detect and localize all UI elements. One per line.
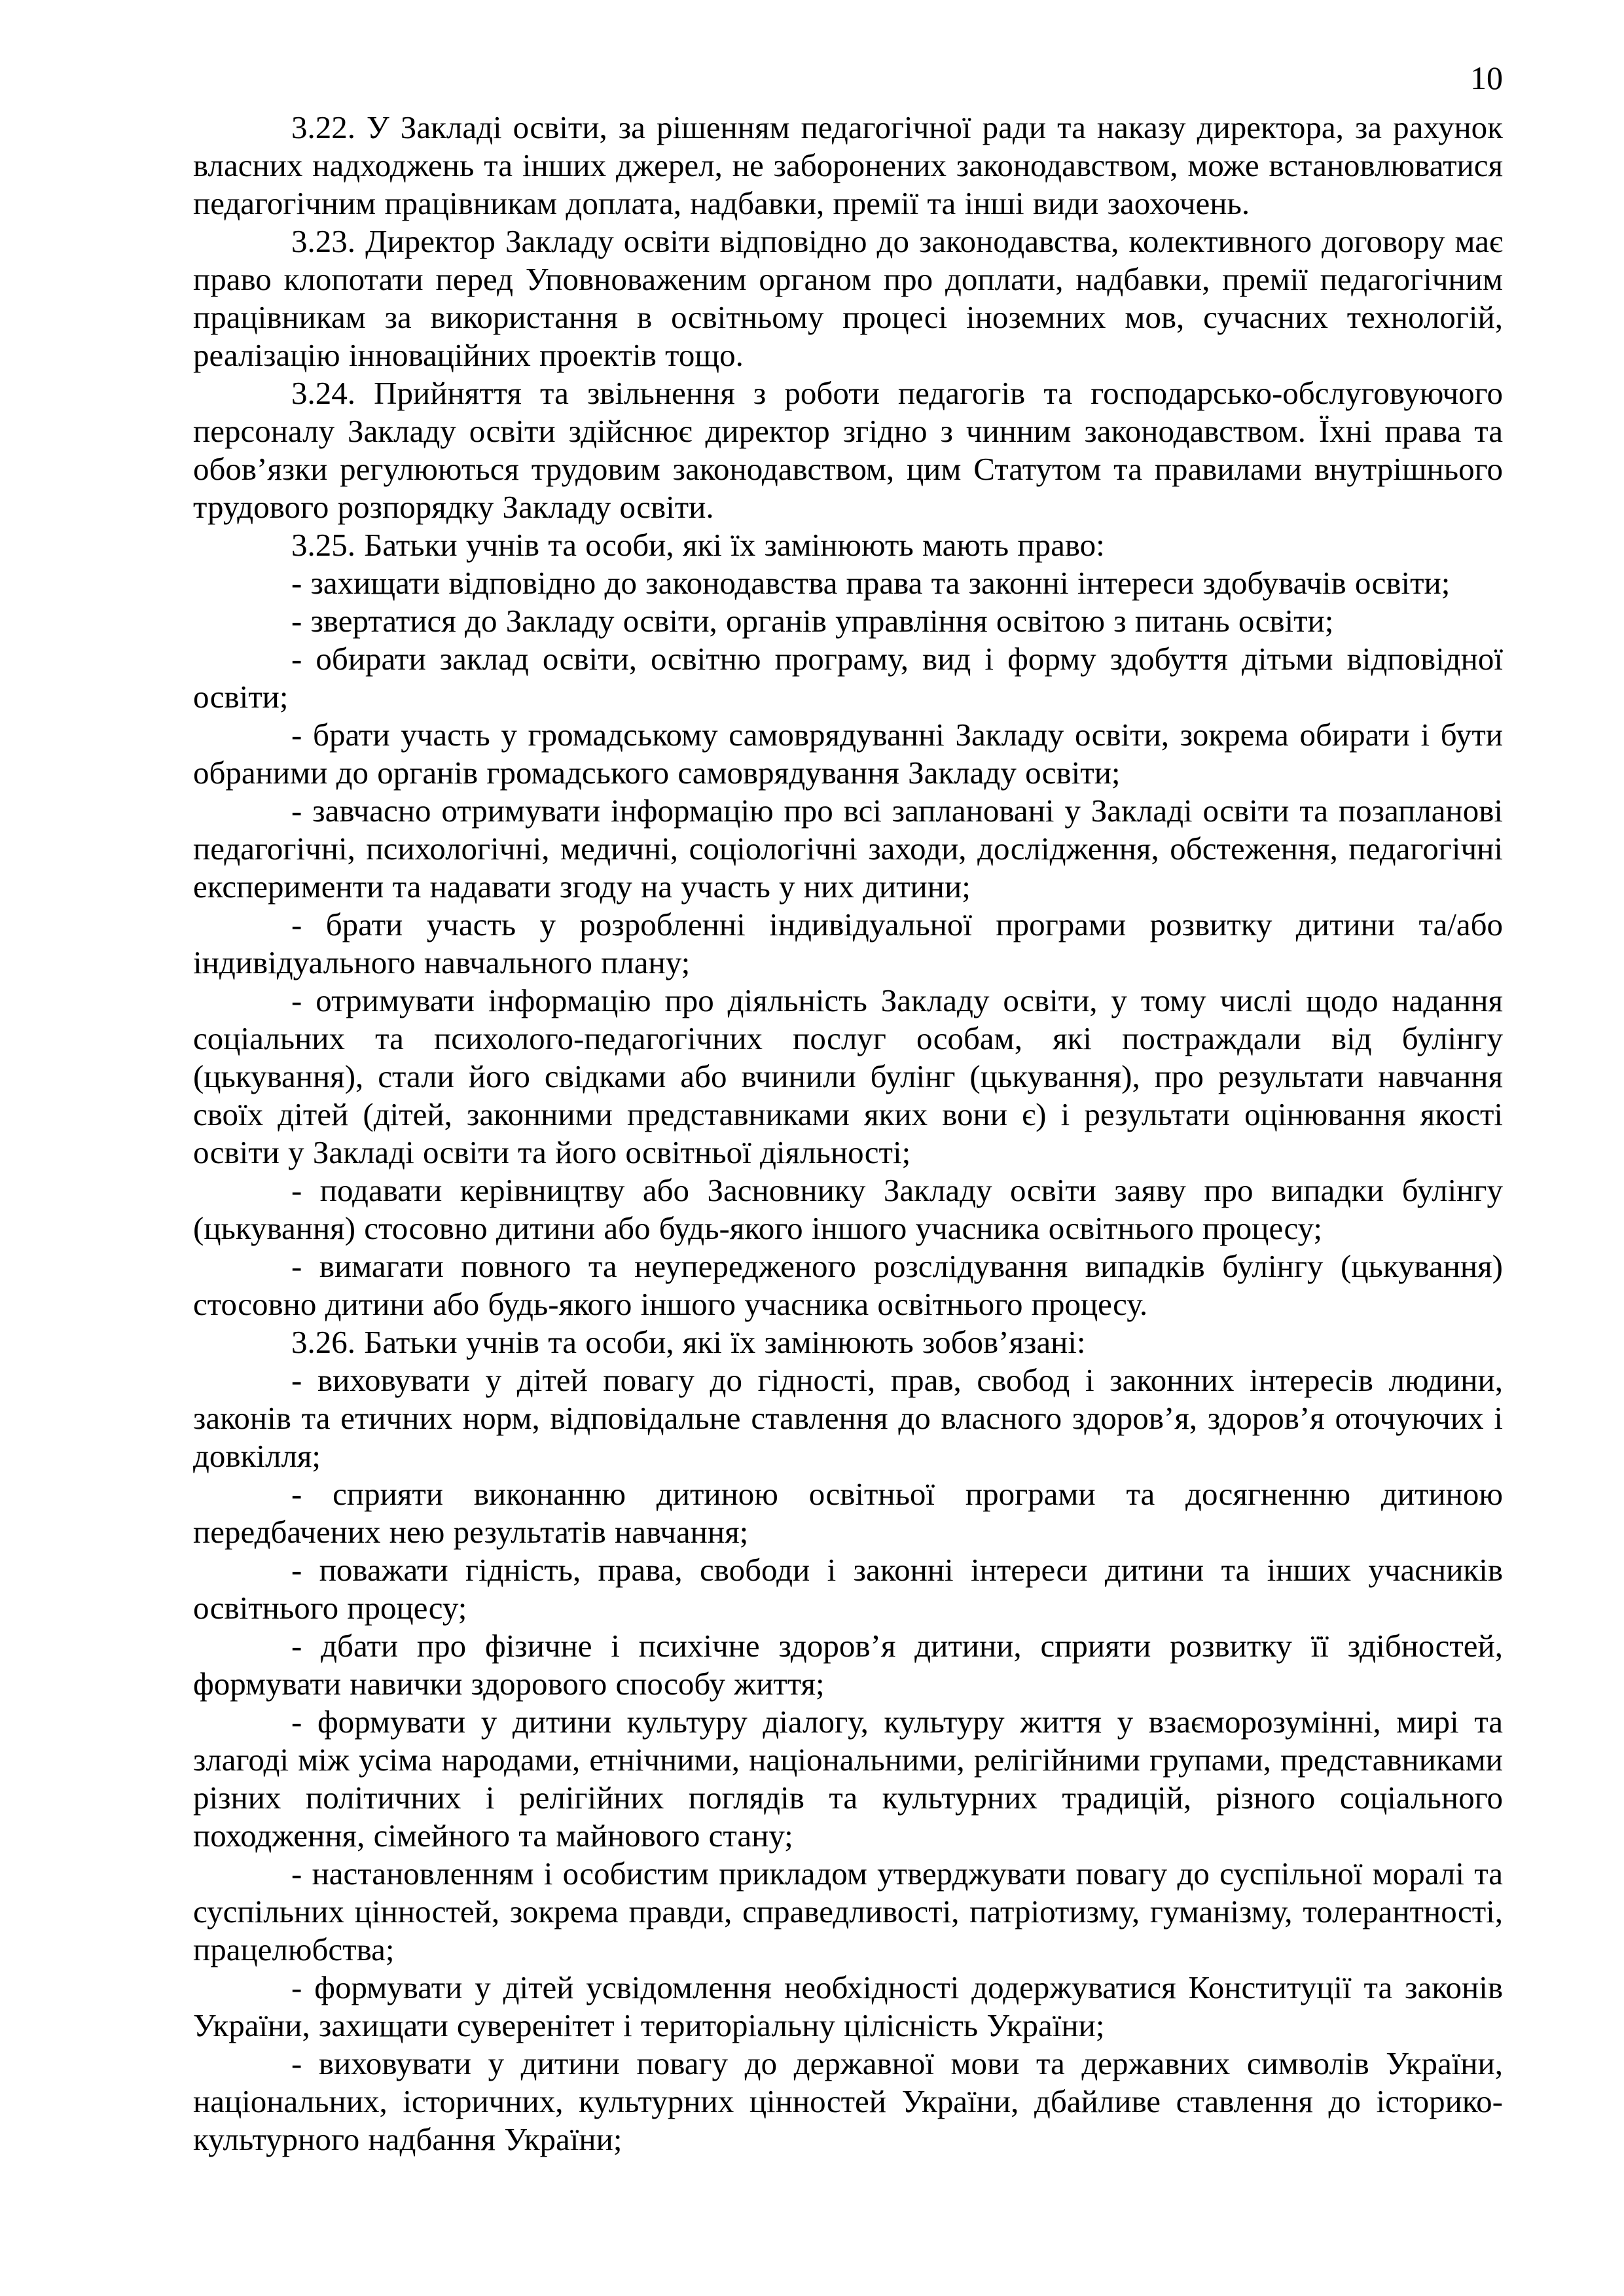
list-item: - обирати заклад освіти, освітню програму, вид і форму здобуття дітьми відповідної освіти; [193, 641, 1503, 715]
paragraph-3-23: 3.23. Директор Закладу освіти відповідно до законодавства, колективного договору має право клопотати перед Уповноваженим органом про доплати, надбавки, премії педагогічним працівникам за використання в освітньому процесі іноземних мов, сучасних технологій, реалізацію інноваційних проектів тощо. [193, 223, 1503, 373]
list-item: - захищати відповідно до законодавства права та законні інтереси здобувачів освіти; [291, 565, 1451, 601]
page-number: 10 [1470, 60, 1503, 96]
list-item: - подавати керівництву або Засновнику Закладу освіти заяву про випадки булінгу (цькування) стосовно дитини або будь-якого іншого учасника освітнього процесу; [193, 1172, 1503, 1246]
paragraph-3-22: 3.22. У Закладі освіти, за рішенням педагогічної ради та наказу директора, за рахунок власних надходжень та інших джерел, не заборонених законодавством, може встановлюватися педагогічним працівникам доплата, надбавки, премії та інші види заохочень. [193, 109, 1503, 221]
list-item: - формувати у дітей усвідомлення необхідності додержуватися Конституції та законів України, захищати суверенітет і територіальну цілісність України; [193, 1969, 1503, 2043]
list-item: - отримувати інформацію про діяльність Закладу освіти, у тому числі щодо надання соціальних та психолого-педагогічних послуг особам, які постраждали від булінгу (цькування), стали його свідками або вчинили булінг (цькування), про результати навчання своїх дітей (дітей, законними представниками яких вони є) і результати оцінювання якості освіти у Закладі освіти та його освітньої діяльності; [193, 982, 1503, 1170]
list-item: - завчасно отримувати інформацію про всі заплановані у Закладі освіти та позапланові педагогічні, психологічні, медичні, соціологічні заходи, дослідження, обстеження, педагогічні експерименти та надавати згоду на участь у них дитини; [193, 793, 1503, 905]
list-item: - дбати про фізичне і психічне здоров’я дитини, сприяти розвитку її здібностей, формувати навички здорового способу життя; [193, 1628, 1503, 1702]
list-item: - виховувати у дитини повагу до державної мови та державних символів України, національних, історичних, культурних цінностей України, дбайливе ставлення до історико-культурного надбання України; [193, 2045, 1503, 2157]
list-item: - настановленням і особистим прикладом утверджувати повагу до суспільної моралі та суспільних цінностей, зокрема правди, справедливості, патріотизму, гуманізму, толерантності, працелюбства; [193, 1856, 1503, 1967]
list-item: - виховувати у дітей повагу до гідності, прав, свобод і законних інтересів людини, законів та етичних норм, відповідальне ставлення до власного здоров’я, здоров’я оточуючих і довкілля; [193, 1362, 1503, 1474]
list-item: - брати участь у громадському самоврядуванні Закладу освіти, зокрема обирати і бути обраними до органів громадського самоврядування Закладу освіти; [193, 717, 1503, 791]
list-item: - брати участь у розробленні індивідуальної програми розвитку дитини та/або індивідуального навчального плану; [193, 906, 1503, 980]
list-item: - звертатися до Закладу освіти, органів управління освітою з питань освіти; [291, 603, 1334, 639]
list-item: - вимагати повного та неупередженого розслідування випадків булінгу (цькування) стосовно дитини або будь-якого іншого учасника освітнього процесу. [193, 1248, 1503, 1322]
list-item: - формувати у дитини культуру діалогу, культуру життя у взаєморозумінні, мирі та злагоді між усіма народами, етнічними, національними, релігійними групами, представниками різних політичних і релігійних поглядів та культурних традицій, різного соціального походження, сімейного та майнового стану; [193, 1704, 1503, 1854]
list-item: - поважати гідність, права, свободи і законні інтереси дитини та інших учасників освітнього процесу; [193, 1552, 1503, 1626]
section-3-25-heading: 3.25. Батьки учнів та особи, які їх замінюють мають право: [291, 527, 1105, 563]
paragraph-3-24: 3.24. Прийняття та звільнення з роботи педагогів та господарсько-обслуговуючого персоналу Закладу освіти здійснює директор згідно з чинним законодавством. Їхні права та обов’язки регулюються трудовим законодавством, цим Статутом та правилами внутрішнього трудового розпорядку Закладу освіти. [193, 375, 1503, 525]
list-item: - сприяти виконанню дитиною освітньої програми та досягненню дитиною передбачених нею результатів навчання; [193, 1476, 1503, 1550]
section-3-26-heading: 3.26. Батьки учнів та особи, які їх замінюють зобов’язані: [291, 1324, 1086, 1360]
document-body [193, 109, 1503, 2159]
